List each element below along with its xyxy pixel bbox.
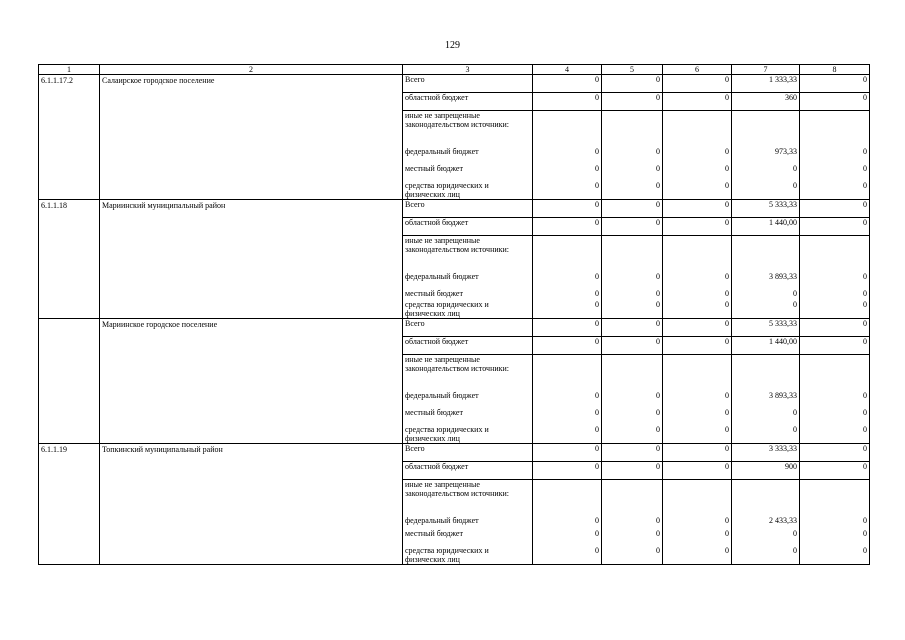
value-cell: 0 — [663, 75, 732, 93]
funding-source: федеральный бюджет — [403, 391, 533, 408]
row-code: 6.1.1.19 — [39, 444, 100, 565]
value-cell: 5 333,33 — [732, 200, 800, 218]
value-cell: 0 — [533, 75, 602, 93]
value-cell: 0 — [663, 93, 732, 111]
funding-source: Всего — [403, 319, 533, 337]
value-cell: 0 — [602, 444, 663, 462]
value-cell: 0 — [533, 319, 602, 337]
value-cell — [663, 355, 732, 391]
territory-name: Топкинский муниципальный район — [100, 444, 403, 565]
value-cell — [732, 236, 800, 272]
value-cell: 0 — [800, 337, 870, 355]
funding-source: средства юридических и физических лиц — [403, 425, 533, 444]
value-cell: 3 333,33 — [732, 444, 800, 462]
value-cell: 0 — [602, 181, 663, 200]
value-cell: 0 — [800, 319, 870, 337]
territory-name: Салаирское городское поселение — [100, 75, 403, 200]
value-cell: 0 — [533, 181, 602, 200]
value-cell: 0 — [602, 93, 663, 111]
funding-source: иные не запрещенные законодательством источники: — [403, 480, 533, 516]
value-cell: 360 — [732, 93, 800, 111]
value-cell: 0 — [602, 408, 663, 425]
value-cell: 1 440,00 — [732, 337, 800, 355]
value-cell: 0 — [663, 289, 732, 300]
value-cell: 0 — [663, 272, 732, 289]
column-header: 4 — [533, 65, 602, 75]
value-cell: 0 — [602, 218, 663, 236]
value-cell: 0 — [663, 391, 732, 408]
value-cell — [663, 236, 732, 272]
value-cell: 0 — [663, 218, 732, 236]
value-cell: 1 333,33 — [732, 75, 800, 93]
value-cell: 0 — [533, 444, 602, 462]
value-cell: 0 — [663, 337, 732, 355]
value-cell: 0 — [800, 147, 870, 164]
value-cell: 0 — [800, 75, 870, 93]
funding-source: Всего — [403, 200, 533, 218]
value-cell — [732, 480, 800, 516]
value-cell — [663, 111, 732, 147]
value-cell: 0 — [602, 319, 663, 337]
budget-table — [38, 64, 870, 565]
value-cell: 0 — [602, 300, 663, 319]
value-cell: 0 — [602, 529, 663, 546]
value-cell: 0 — [602, 337, 663, 355]
column-header: 2 — [100, 65, 403, 75]
territory-name: Мариинское городское поселение — [100, 319, 403, 444]
value-cell — [800, 480, 870, 516]
table-row — [39, 200, 870, 218]
value-cell: 0 — [602, 75, 663, 93]
value-cell — [663, 480, 732, 516]
value-cell: 0 — [663, 319, 732, 337]
value-cell: 0 — [800, 391, 870, 408]
column-header: 3 — [403, 65, 533, 75]
value-cell: 0 — [663, 300, 732, 319]
value-cell: 0 — [533, 462, 602, 480]
value-cell — [602, 111, 663, 147]
value-cell — [732, 111, 800, 147]
funding-source: иные не запрещенные законодательством источники: — [403, 236, 533, 272]
funding-source: иные не запрещенные законодательством источники: — [403, 111, 533, 147]
value-cell: 0 — [732, 181, 800, 200]
value-cell — [533, 111, 602, 147]
value-cell: 5 333,33 — [732, 319, 800, 337]
value-cell: 0 — [663, 425, 732, 444]
funding-source: средства юридических и физических лиц — [403, 181, 533, 200]
funding-source: областной бюджет — [403, 462, 533, 480]
funding-source: федеральный бюджет — [403, 147, 533, 164]
value-cell: 0 — [800, 444, 870, 462]
value-cell: 0 — [732, 529, 800, 546]
value-cell: 0 — [800, 181, 870, 200]
value-cell: 0 — [800, 546, 870, 565]
funding-source: федеральный бюджет — [403, 272, 533, 289]
value-cell: 973,33 — [732, 147, 800, 164]
value-cell: 0 — [663, 546, 732, 565]
value-cell: 0 — [800, 529, 870, 546]
value-cell: 0 — [800, 272, 870, 289]
value-cell: 0 — [800, 516, 870, 529]
value-cell — [533, 355, 602, 391]
value-cell: 0 — [800, 425, 870, 444]
table-row — [39, 444, 870, 462]
value-cell: 0 — [663, 516, 732, 529]
value-cell — [602, 480, 663, 516]
value-cell: 0 — [602, 516, 663, 529]
value-cell: 0 — [602, 462, 663, 480]
value-cell: 0 — [533, 425, 602, 444]
funding-source: местный бюджет — [403, 408, 533, 425]
funding-source: областной бюджет — [403, 337, 533, 355]
column-header: 7 — [732, 65, 800, 75]
value-cell: 0 — [533, 93, 602, 111]
value-cell — [800, 111, 870, 147]
value-cell: 0 — [800, 93, 870, 111]
value-cell: 0 — [533, 546, 602, 565]
value-cell: 0 — [663, 181, 732, 200]
funding-source: местный бюджет — [403, 164, 533, 181]
column-header: 8 — [800, 65, 870, 75]
row-code — [39, 319, 100, 444]
funding-source: местный бюджет — [403, 289, 533, 300]
page-number: 129 — [445, 40, 460, 51]
value-cell: 0 — [800, 164, 870, 181]
value-cell: 0 — [663, 529, 732, 546]
value-cell: 0 — [533, 529, 602, 546]
value-cell: 0 — [663, 147, 732, 164]
column-header: 1 — [39, 65, 100, 75]
value-cell: 2 433,33 — [732, 516, 800, 529]
funding-source: средства юридических и физических лиц — [403, 546, 533, 565]
value-cell: 0 — [602, 147, 663, 164]
funding-source: Всего — [403, 75, 533, 93]
column-header: 6 — [663, 65, 732, 75]
value-cell — [533, 480, 602, 516]
value-cell: 1 440,00 — [732, 218, 800, 236]
value-cell: 0 — [800, 200, 870, 218]
value-cell: 0 — [533, 200, 602, 218]
value-cell: 0 — [800, 300, 870, 319]
value-cell — [800, 236, 870, 272]
value-cell — [602, 355, 663, 391]
value-cell: 0 — [533, 337, 602, 355]
value-cell — [602, 236, 663, 272]
value-cell: 0 — [533, 272, 602, 289]
value-cell: 0 — [602, 164, 663, 181]
value-cell: 0 — [533, 391, 602, 408]
value-cell: 0 — [602, 289, 663, 300]
value-cell: 0 — [533, 516, 602, 529]
column-header: 5 — [602, 65, 663, 75]
value-cell: 0 — [732, 164, 800, 181]
row-code: 6.1.1.17.2 — [39, 75, 100, 200]
funding-source: федеральный бюджет — [403, 516, 533, 529]
value-cell: 0 — [732, 425, 800, 444]
value-cell: 0 — [800, 289, 870, 300]
value-cell: 0 — [800, 218, 870, 236]
value-cell: 0 — [533, 300, 602, 319]
funding-source: областной бюджет — [403, 93, 533, 111]
funding-source: областной бюджет — [403, 218, 533, 236]
column-number-row — [39, 65, 870, 75]
value-cell: 0 — [663, 462, 732, 480]
value-cell: 0 — [663, 444, 732, 462]
value-cell: 900 — [732, 462, 800, 480]
value-cell: 0 — [732, 289, 800, 300]
value-cell: 0 — [732, 300, 800, 319]
table-row — [39, 75, 870, 93]
value-cell: 3 893,33 — [732, 391, 800, 408]
value-cell: 0 — [663, 164, 732, 181]
value-cell — [533, 236, 602, 272]
territory-name: Мариинский муниципальный район — [100, 200, 403, 319]
value-cell: 0 — [533, 218, 602, 236]
value-cell: 0 — [663, 408, 732, 425]
value-cell: 0 — [732, 546, 800, 565]
value-cell: 0 — [602, 425, 663, 444]
value-cell: 0 — [800, 462, 870, 480]
funding-source: местный бюджет — [403, 529, 533, 546]
value-cell: 0 — [533, 408, 602, 425]
funding-source: иные не запрещенные законодательством источники: — [403, 355, 533, 391]
value-cell: 0 — [533, 147, 602, 164]
table-body — [39, 75, 870, 565]
value-cell — [800, 355, 870, 391]
value-cell: 0 — [533, 164, 602, 181]
value-cell — [732, 355, 800, 391]
value-cell: 0 — [533, 289, 602, 300]
value-cell: 0 — [602, 200, 663, 218]
value-cell: 0 — [602, 391, 663, 408]
value-cell: 3 893,33 — [732, 272, 800, 289]
funding-source: средства юридических и физических лиц — [403, 300, 533, 319]
table-row — [39, 319, 870, 337]
value-cell: 0 — [800, 408, 870, 425]
value-cell: 0 — [663, 200, 732, 218]
value-cell: 0 — [602, 546, 663, 565]
value-cell: 0 — [732, 408, 800, 425]
value-cell: 0 — [602, 272, 663, 289]
funding-source: Всего — [403, 444, 533, 462]
row-code: 6.1.1.18 — [39, 200, 100, 319]
